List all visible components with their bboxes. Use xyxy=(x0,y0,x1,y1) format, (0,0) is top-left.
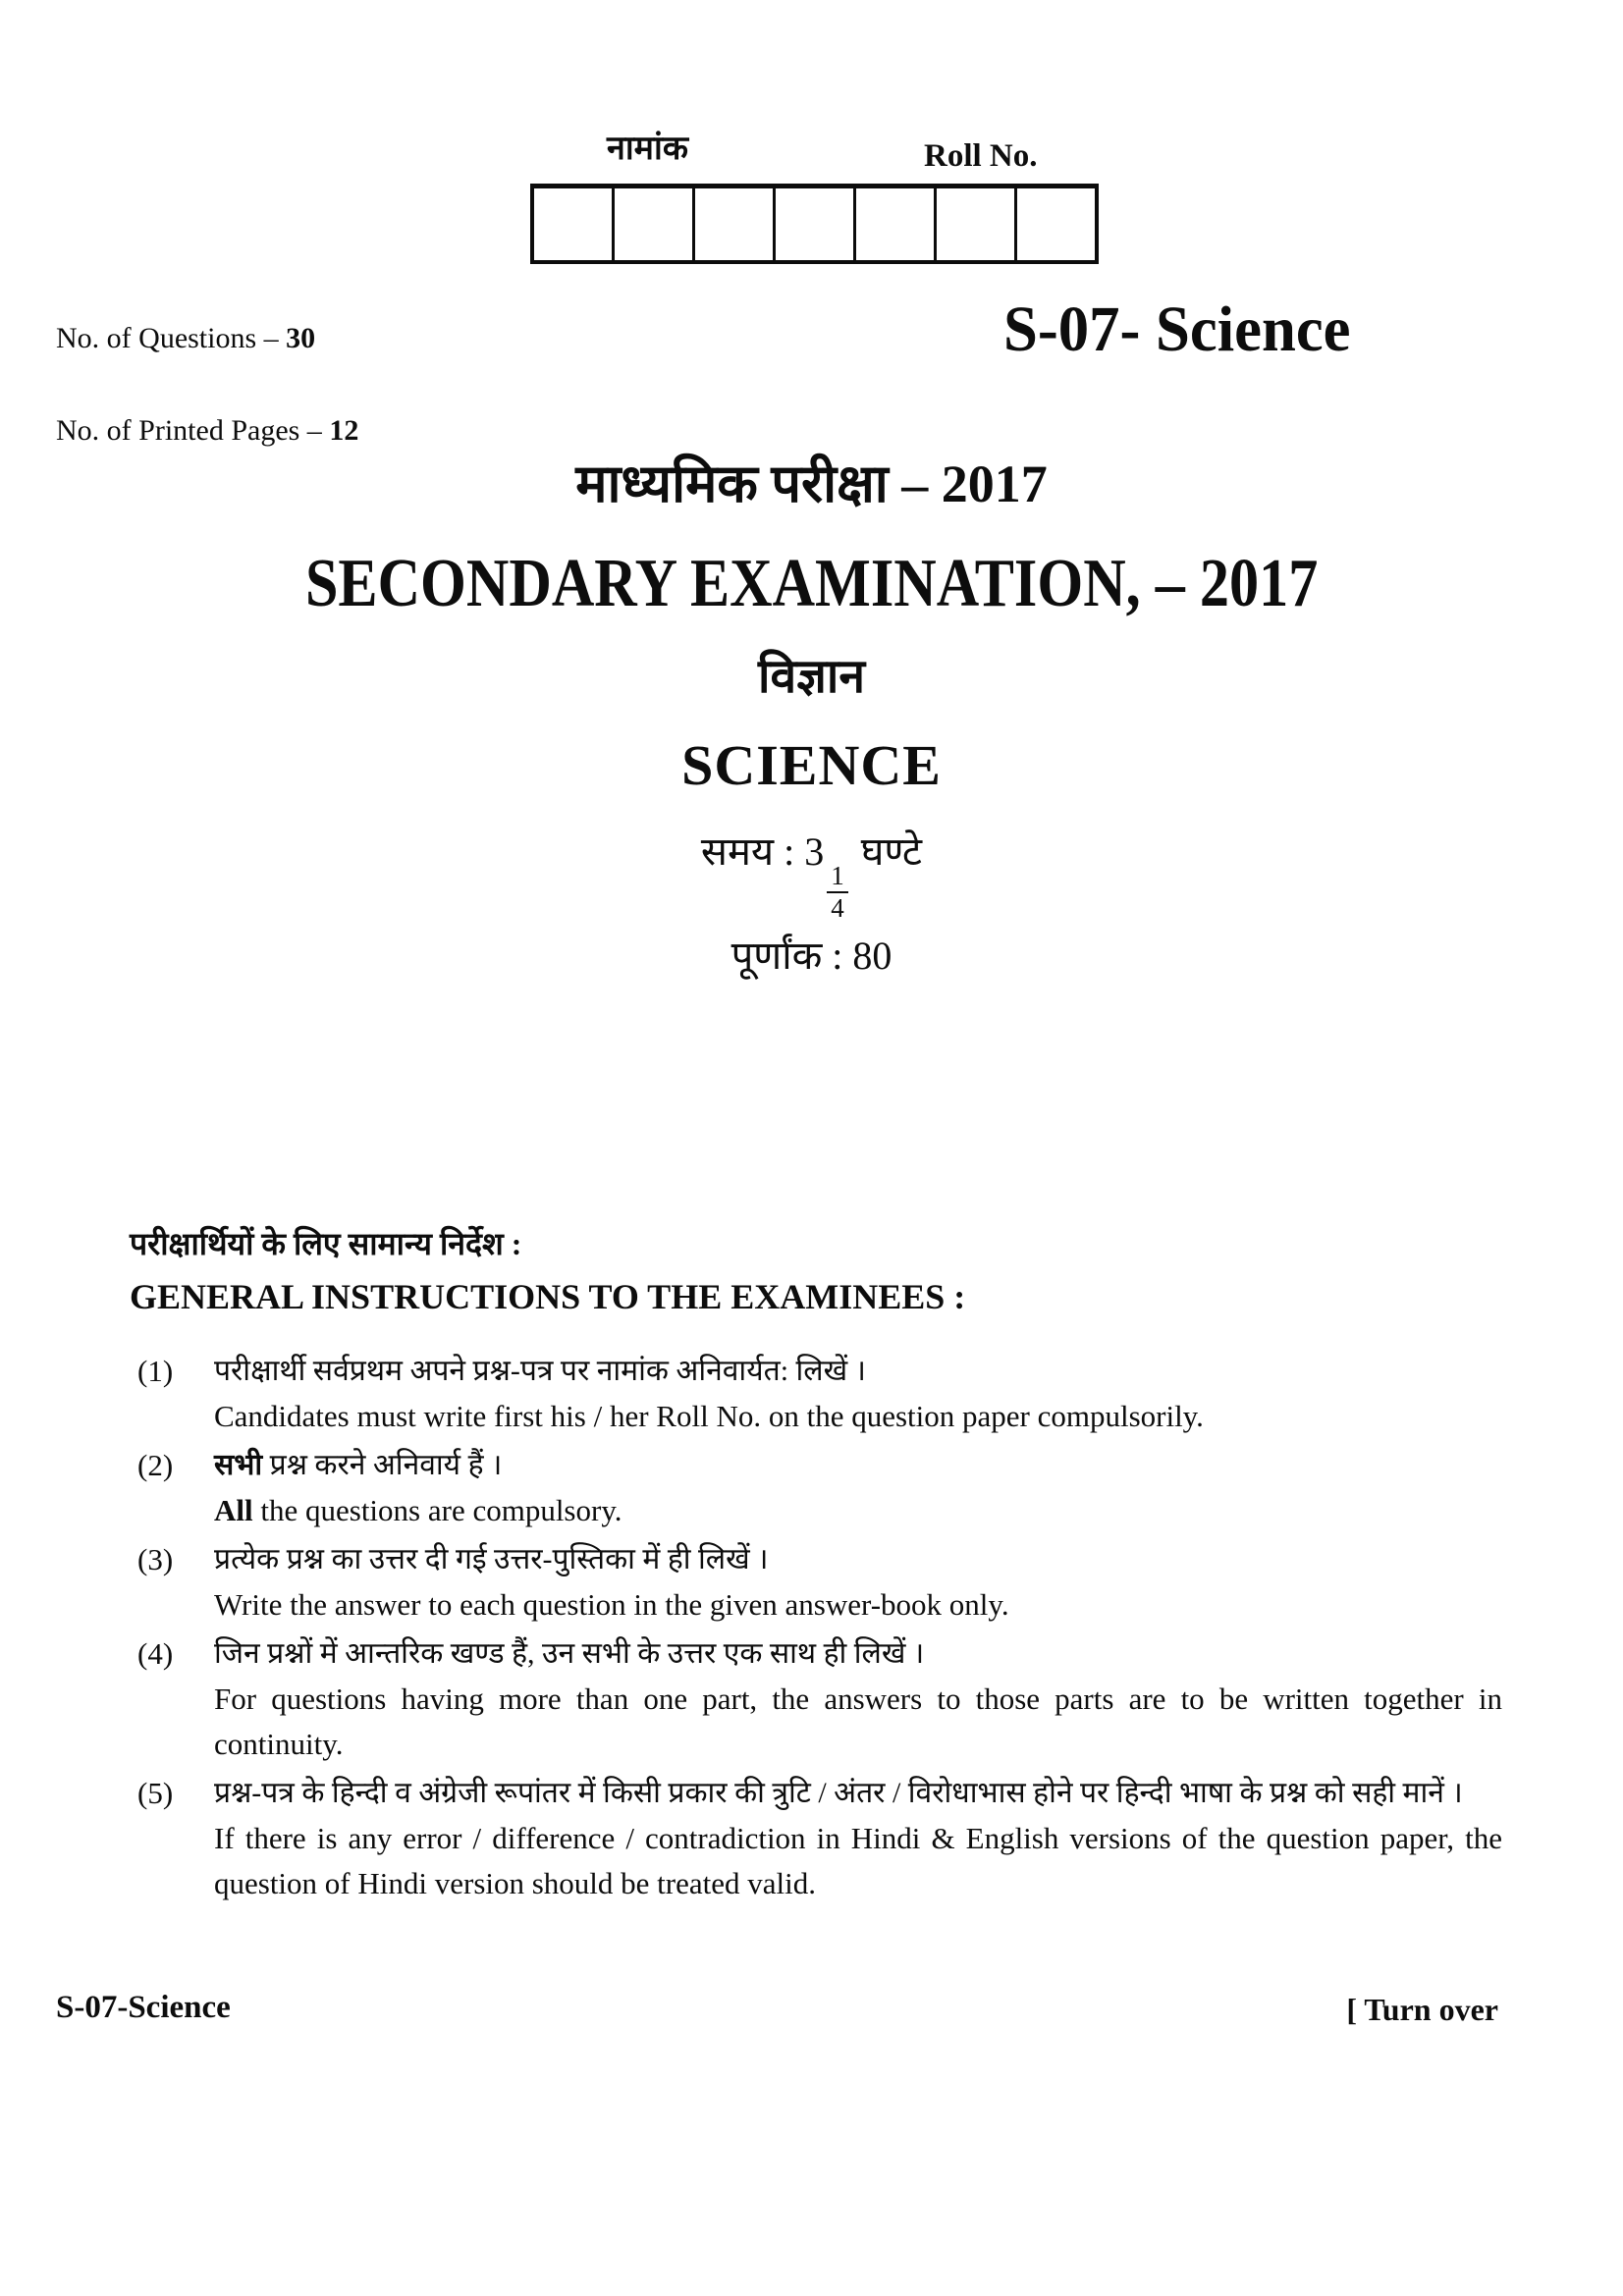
instruction-hindi-text: जिन प्रश्नों में आन्तरिक खण्ड हैं, उन सभी के उत्तर एक साथ ही लिखें । xyxy=(214,1637,925,1670)
instruction-number: (3) xyxy=(137,1542,174,1576)
roll-box-cell[interactable] xyxy=(937,188,1017,260)
instruction-text-english xyxy=(214,1488,1502,1533)
instruction-text-hindi xyxy=(214,1443,1502,1488)
instruction-text-hindi xyxy=(214,1349,1502,1394)
turn-over-note: [ Turn over xyxy=(1346,1992,1498,2027)
roll-number-boxes xyxy=(530,184,1099,264)
instruction-text-english xyxy=(214,1582,1502,1628)
instruction-item xyxy=(137,1349,1502,1439)
instruction-item xyxy=(137,1631,1502,1767)
instruction-body xyxy=(214,1631,1502,1767)
time-fraction-denominator: 4 xyxy=(831,893,844,923)
exam-title-english xyxy=(0,546,1623,621)
max-marks-line: पूर्णांक : 80 xyxy=(730,934,893,978)
instruction-text-hindi xyxy=(214,1631,1502,1677)
instruction-item xyxy=(137,1771,1502,1906)
instruction-english-text: For questions having more than one part, the answers to those parts are to be written together in continuity. xyxy=(214,1682,1502,1761)
pages-count-value: 12 xyxy=(329,414,359,447)
instruction-text-english xyxy=(214,1816,1502,1906)
instruction-hindi-text: प्रश्न-पत्र के हिन्दी व अंग्रेजी रूपांतर में किसी प्रकार की त्रुटि / अंतर / विरोधाभास होने पर हिन्दी भाषा के प्रश्न को सही मानें । xyxy=(214,1777,1463,1809)
instruction-english-text: If there is any error / difference / contradiction in Hindi & English versions of the question paper, the question of Hindi version should be treated valid. xyxy=(214,1821,1502,1900)
pages-count-line xyxy=(56,413,358,449)
instruction-english-text: Write the answer to each question in the given answer-book only. xyxy=(214,1587,1009,1622)
time-suffix: घण्टे xyxy=(860,829,923,874)
instruction-english-text: Candidates must write first his / her Roll No. on the question paper compulsorily. xyxy=(214,1399,1204,1433)
subject-title-hindi: विज्ञान xyxy=(758,651,865,703)
paper-code-text: S-07- Science xyxy=(1003,294,1351,365)
questions-count-value: 30 xyxy=(286,322,316,354)
questions-count-line xyxy=(56,321,315,356)
time-fraction-numerator: 1 xyxy=(827,863,848,893)
instruction-body xyxy=(214,1771,1502,1906)
exam-title-hindi: माध्यमिक परीक्षा – 2017 xyxy=(575,454,1048,513)
instruction-hindi-text: परीक्षार्थी सर्वप्रथम अपने प्रश्न-पत्र पर नामांक अनिवार्यत: लिखें । xyxy=(214,1355,867,1387)
instruction-english-text: the questions are compulsory. xyxy=(252,1493,622,1527)
instructions-heading-hindi: परीक्षार्थियों के लिए सामान्य निर्देश : xyxy=(130,1226,522,1261)
roll-box-cell[interactable] xyxy=(695,188,776,260)
instruction-item xyxy=(137,1537,1502,1628)
subject-title-english: SCIENCE xyxy=(681,733,942,797)
roll-box-cell[interactable] xyxy=(1017,188,1095,260)
instruction-text-english xyxy=(214,1677,1502,1767)
instruction-text-english xyxy=(214,1394,1502,1439)
roll-box-cell[interactable] xyxy=(776,188,856,260)
instruction-body xyxy=(214,1537,1502,1628)
instruction-hindi-text: प्रश्न करने अनिवार्य हैं । xyxy=(262,1449,503,1481)
time-allowed-line xyxy=(0,825,1623,922)
instruction-number: (1) xyxy=(137,1354,174,1388)
pages-count-prefix: No. of Printed Pages – xyxy=(56,414,330,447)
instructions-list xyxy=(137,1349,1502,1910)
time-fraction xyxy=(827,863,848,922)
instruction-body xyxy=(214,1349,1502,1439)
instruction-item xyxy=(137,1443,1502,1533)
instruction-number: (4) xyxy=(137,1636,174,1671)
instruction-hindi-text: प्रत्येक प्रश्न का उत्तर दी गई उत्तर-पुस्तिका में ही लिखें । xyxy=(214,1543,769,1575)
instruction-english-bold: All xyxy=(214,1493,253,1527)
roll-box-cell[interactable] xyxy=(534,188,615,260)
questions-count-prefix: No. of Questions – xyxy=(56,322,287,354)
time-prefix: समय : 3 xyxy=(700,829,825,874)
instruction-number: (2) xyxy=(137,1448,174,1482)
paper-code xyxy=(1003,294,1369,366)
instruction-hindi-bold: सभी xyxy=(214,1449,263,1481)
instruction-text-hindi xyxy=(214,1537,1502,1582)
namank-label: नामांक xyxy=(607,131,688,167)
instructions-heading-english: GENERAL INSTRUCTIONS TO THE EXAMINEES : xyxy=(130,1277,966,1316)
exam-title-english-text: SECONDARY EXAMINATION, – 2017 xyxy=(304,546,1319,621)
instruction-body xyxy=(214,1443,1502,1533)
roll-box-cell[interactable] xyxy=(615,188,695,260)
instruction-text-hindi xyxy=(214,1771,1502,1816)
roll-no-label: Roll No. xyxy=(924,138,1038,174)
footer-paper-code: S-07-Science xyxy=(56,1990,231,2025)
roll-box-cell[interactable] xyxy=(856,188,937,260)
instruction-number: (5) xyxy=(137,1776,174,1810)
